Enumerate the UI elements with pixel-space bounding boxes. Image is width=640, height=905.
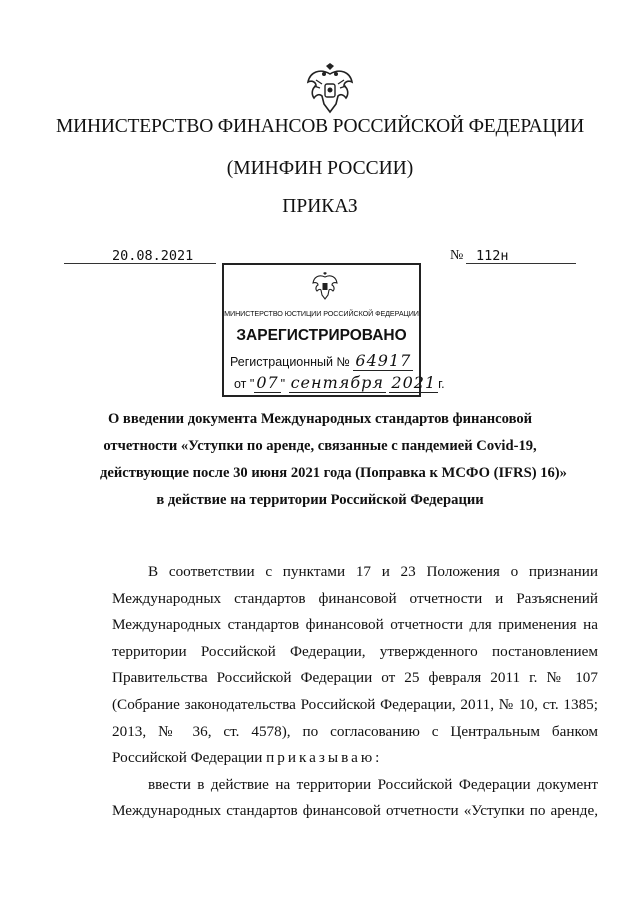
order-number: 112н [476,248,509,264]
stamp-date-year: 2021 [391,373,437,392]
body-line: Правительства Российской Федерации от 25 февраля 2011 г. № 107 [112,669,598,687]
title-line: в действие на территории Российской Федерации [156,492,484,508]
body-line8-prefix: Российской Федерации [112,749,267,767]
body-line-order [112,745,598,772]
number-underline [466,263,576,264]
body-line: 2013, № 36, ст. 4578), по согласованию с Центральным банком [112,722,598,740]
document-title [100,406,567,514]
stamp-reg-label: Регистрационный № [230,355,350,369]
title-line: отчетности «Уступки по аренде, связанные с пандемией Covid-19, [103,438,537,454]
body-line: Международных стандартов финансовой отчетности для применения на [112,616,598,634]
order-number-sign: № [450,248,464,263]
body-line: (Собрание законодательства Российской Федерации, 2011, № 10, ст. 1385; [112,695,598,713]
order-verb: приказываю: [266,749,383,767]
stamp-date-month: сентября [290,373,384,392]
date-underline [64,263,216,264]
order-date: 20.08.2021 [112,248,194,264]
body-line: Международных стандартов финансовой отчетности «Уступки по аренде, [112,802,598,820]
document-type: ПРИКАЗ [282,196,358,217]
coat-of-arms-icon [302,60,358,116]
ministry-name: МИНИСТЕРСТВО ФИНАНСОВ РОССИЙСКОЙ ФЕДЕРАЦИИ [55,116,585,137]
stamp-eagle-icon [310,271,340,301]
stamp-registered: ЗАРЕГИСТРИРОВАНО [236,327,407,344]
body-line: территории Российской Федерации, утвержденного постановлением [112,642,598,660]
body-line: Международных стандартов финансовой отчетности и Разъяснений [112,589,598,607]
body-line: ввести в действие на территории Российской Федерации документ [148,775,598,793]
stamp-organization: МИНИСТЕРСТВО ЮСТИЦИИ РОССИЙСКОЙ ФЕДЕРАЦИИ [224,309,419,318]
title-line: О введении документа Международных стандартов финансовой [107,411,533,427]
registration-stamp [222,263,445,397]
ministry-short-name: (МИНФИН РОССИИ) [226,158,414,179]
stamp-reg-number: 64917 [355,351,412,370]
title-line: действующие после 30 июня 2021 года (Поправка к МСФО (IFRS) 16)» [100,465,567,481]
stamp-date-row [234,373,445,392]
document-body [112,559,598,825]
stamp-date-quote: " [280,377,286,391]
stamp-date-suffix: г. [438,377,445,391]
stamp-date-prefix: от " [234,377,255,391]
body-line: В соответствии с пунктами 17 и 23 Положения о признании [148,563,598,580]
stamp-reg-number-row [230,351,413,370]
stamp-date-day: 07 [256,373,279,392]
